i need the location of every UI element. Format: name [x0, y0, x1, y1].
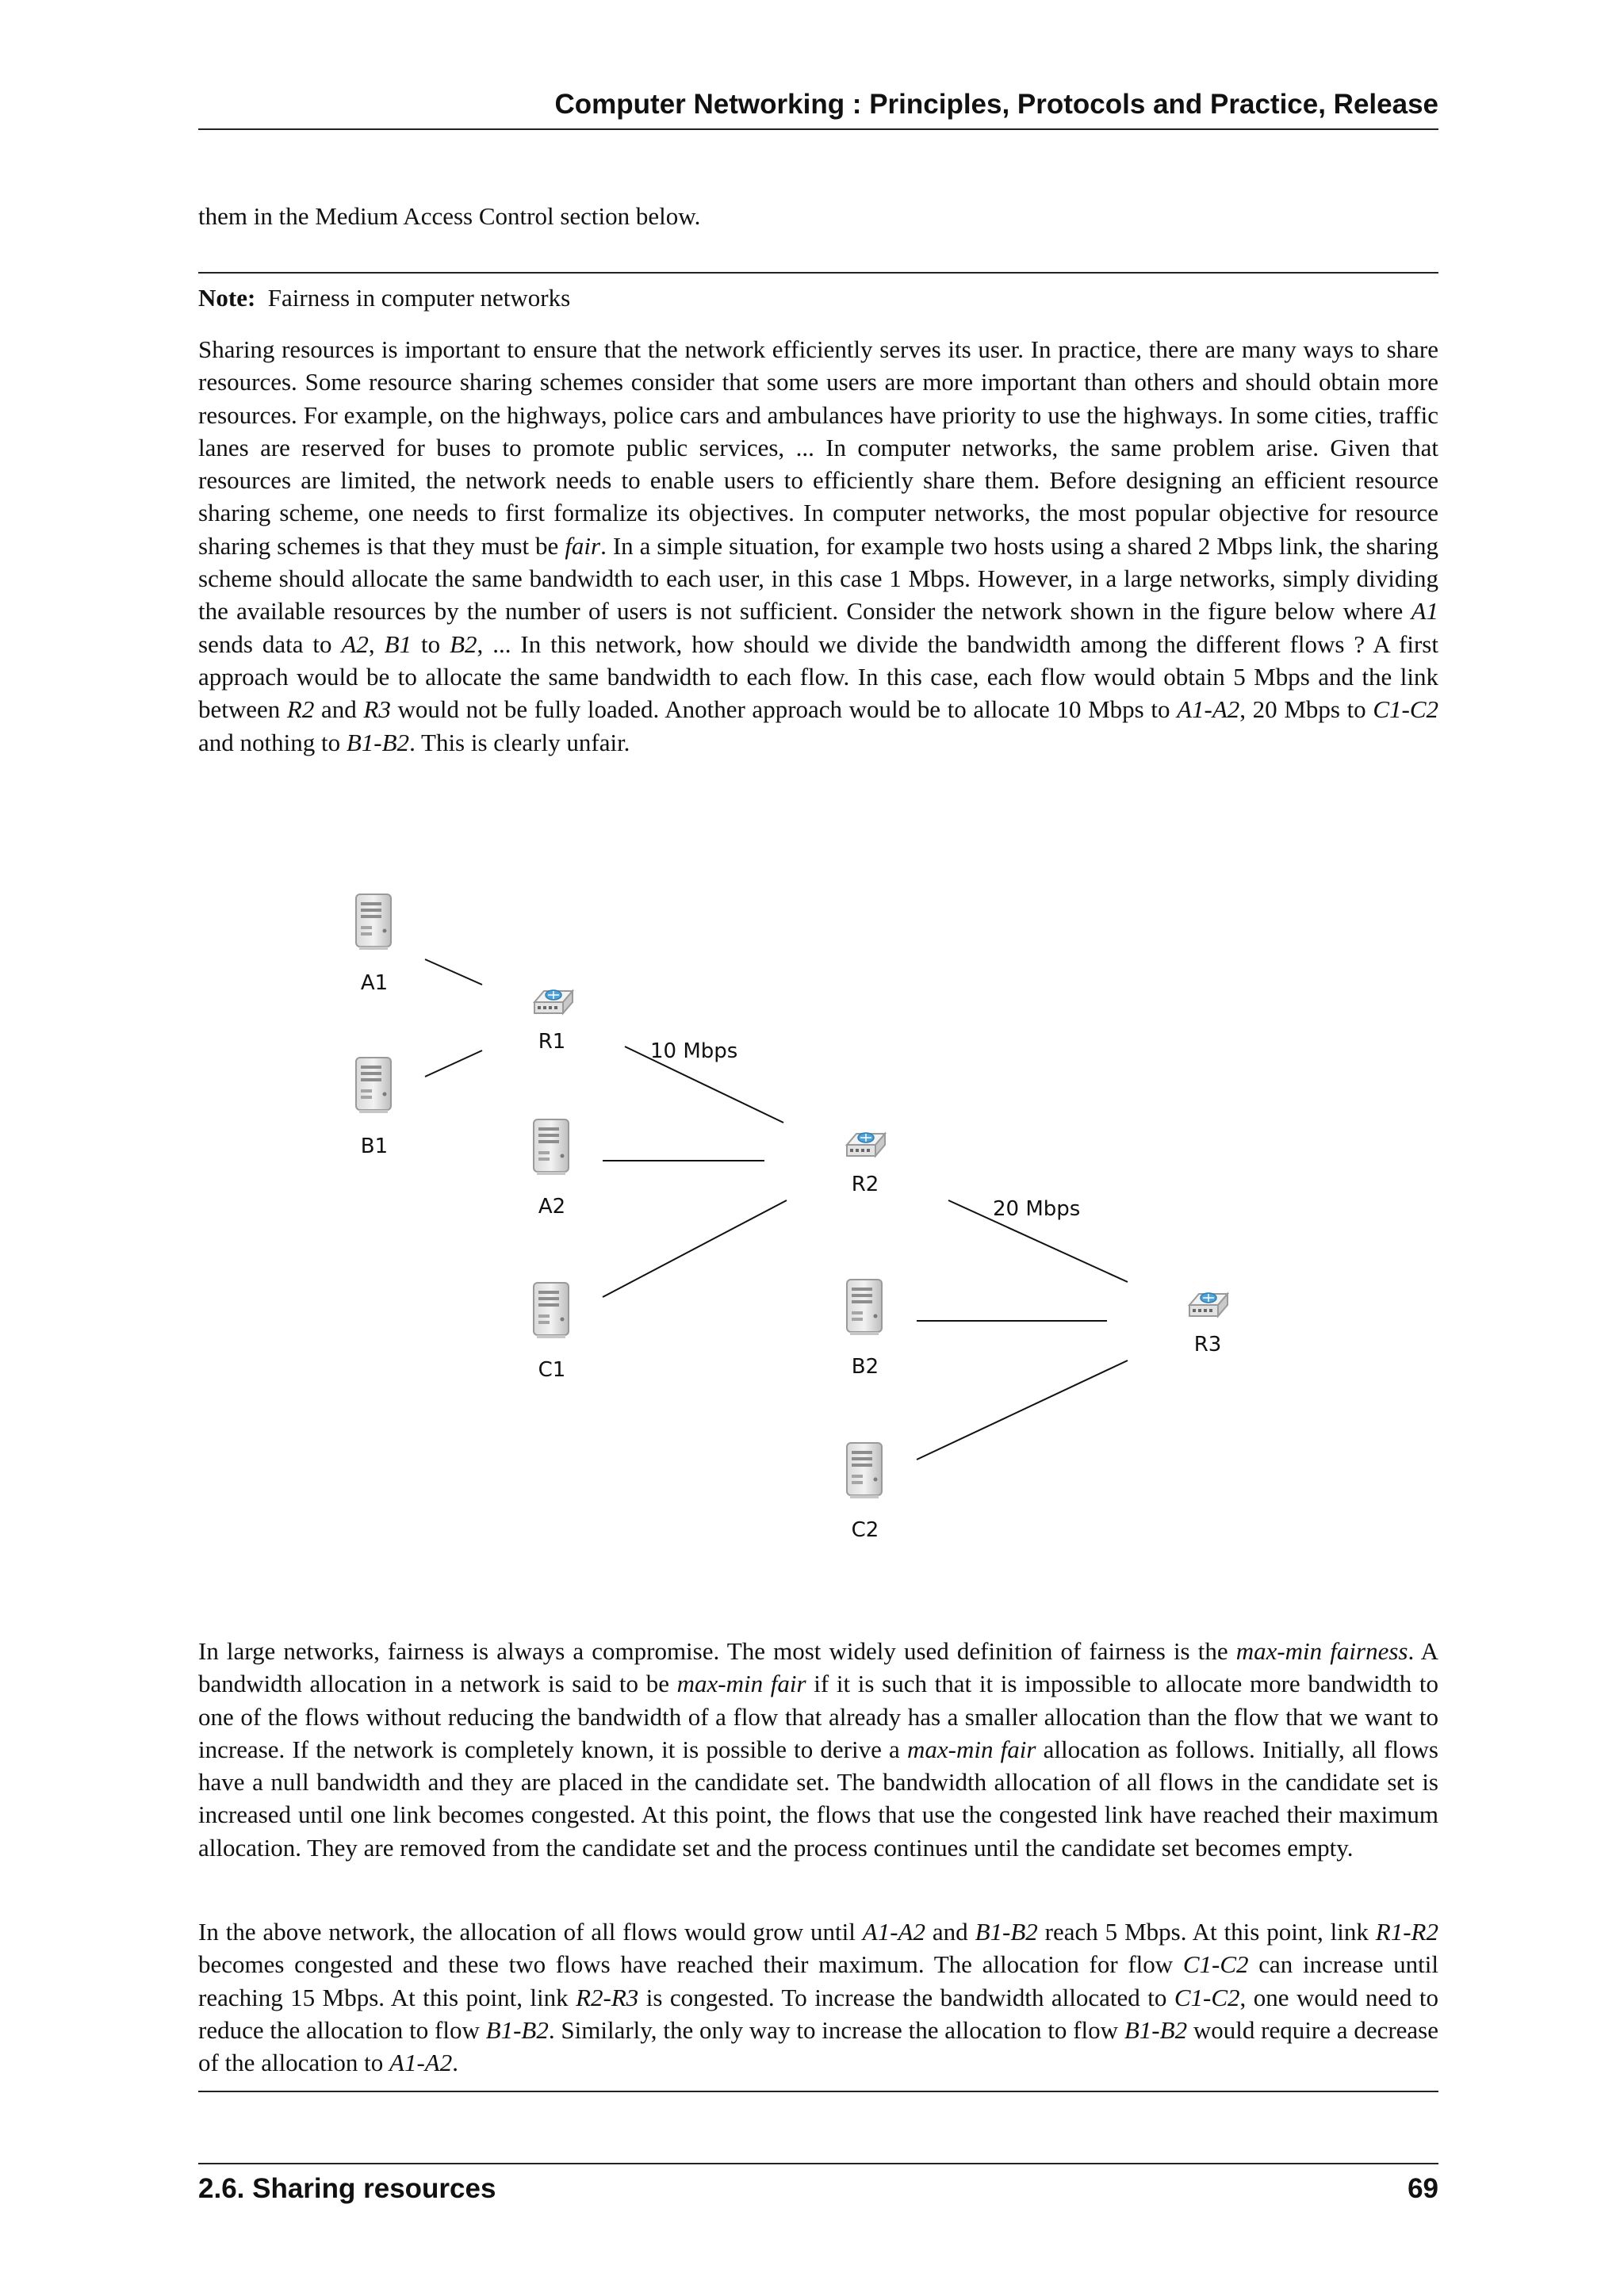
host-label-c1: C1 [538, 1358, 566, 1382]
page-number: 69 [1408, 2173, 1438, 2204]
server-icon [847, 1443, 882, 1498]
running-header: Computer Networking : Principles, Protocols and Practice, Release [554, 89, 1438, 120]
note-title: Fairness in computer networks [267, 284, 571, 312]
host-c2 [847, 1443, 882, 1542]
link-label-r1-r2: 10 Mbps [650, 1039, 738, 1063]
router-r1 [534, 990, 573, 1054]
host-b2 [847, 1280, 882, 1379]
note-paragraph-2: In large networks, fairness is always a compromise. The most widely used definition of fairness is the max-min fairness. A bandwidth allocation in a network is said to be max-min fair if it is such that it is impossible to allocate more bandwidth to one of the flows without reducing the bandwidth of a flow that already has a smaller allocation than the flow that we want to increase. If the network is completely known, it is possible to derive a max-min fair allocation as follows. Initially, all flows have a null bandwidth and they are placed in the candidate set. The bandwidth allocation of all flows in the candidate set is increased until one link becomes congested. At this point, the flows that use the congested link have reached their maximum allocation. They are removed from the candidate set and the process continues until the candidate set becomes empty. [198, 1637, 1438, 1862]
host-a2 [534, 1119, 569, 1219]
host-label-b1: B1 [360, 1135, 389, 1158]
server-icon [356, 894, 391, 950]
note-label: Note: [198, 284, 256, 312]
note-paragraph-1: Sharing resources is important to ensure that the network efficiently serves its user. In practice, there are many ways to share resources. Some resource sharing schemes consider that some users are more important than others and should obtain more resources. For example, on the highways, police cars and ambulances have priority to use the highways. In some cities, traffic lanes are reserved for buses to promote public services, ... In computer networks, the same problem arise. Given that resources are limited, the network needs to enable users to efficiently share them. Before designing an efficient resource sharing scheme, one needs to first formalize its objectives. In computer networks, the most popular objective for resource sharing schemes is that they must be fair. In a simple situation, for example two hosts using a shared 2 Mbps link, the sharing scheme should allocate the same bandwidth to each user, in this case 1 Mbps. However, in a large networks, simply dividing the available resources by the number of users is not sufficient. Consider the network shown in the figure below where A1 sends data to A2, B1 to B2, ... In this network, how should we divide the bandwidth among the different flows ? A first approach would be to allocate the same bandwidth to each flow. In this case, each flow would obtain 5 Mbps and the link between R2 and R3 would not be fully loaded. Another approach would be to allocate 10 Mbps to A1-A2, 20 Mbps to C1-C2 and nothing to B1-B2. This is clearly unfair. [198, 335, 1439, 756]
page-footer [198, 2173, 1438, 2205]
footer-rule [198, 2163, 1438, 2164]
router-icon [534, 990, 573, 1013]
host-a1 [356, 894, 391, 995]
router-r2 [847, 1133, 885, 1196]
router-icon [847, 1133, 885, 1156]
host-label-c2: C2 [851, 1518, 879, 1542]
router-label-r1: R1 [538, 1030, 566, 1054]
router-label-r3: R3 [1193, 1333, 1222, 1357]
router-r3 [1189, 1293, 1228, 1357]
note-paragraph-3: In the above network, the allocation of all flows would grow until A1-A2 and B1-B2 reach 5 Mbps. At this point, link R1-R2 becomes congested and these two flows have reached their maximum. The allocation for flow C1-C2 can increase until reaching 15 Mbps. At this point, link R2-R3 is congested. To increase the bandwidth allocated to C1-C2, one would need to reduce the allocation to flow B1-B2. Similarly, the only way to increase the allocation to flow B1-B2 would require a decrease of the allocation to A1-A2. [198, 1918, 1439, 2077]
intro-paragraph: them in the Medium Access Control section below. [198, 202, 701, 230]
router-label-r2: R2 [851, 1173, 879, 1196]
server-icon [534, 1283, 569, 1338]
host-label-a1: A1 [360, 971, 389, 995]
link-c2-r3 [917, 1360, 1128, 1460]
host-c1 [534, 1283, 569, 1382]
server-icon [847, 1280, 882, 1335]
host-b1 [356, 1058, 391, 1158]
host-label-b2: B2 [851, 1355, 879, 1379]
note-bottom-rule [198, 2091, 1438, 2092]
link-b1-r1 [425, 1050, 482, 1077]
router-icon [1189, 1293, 1228, 1316]
host-label-a2: A2 [538, 1195, 566, 1219]
footer-section: 2.6. Sharing resources [198, 2173, 496, 2204]
server-icon [356, 1058, 391, 1113]
server-icon [534, 1119, 569, 1175]
link-c1-r2 [603, 1200, 787, 1297]
link-a1-r1 [425, 959, 482, 985]
link-label-r2-r3: 20 Mbps [993, 1197, 1081, 1221]
